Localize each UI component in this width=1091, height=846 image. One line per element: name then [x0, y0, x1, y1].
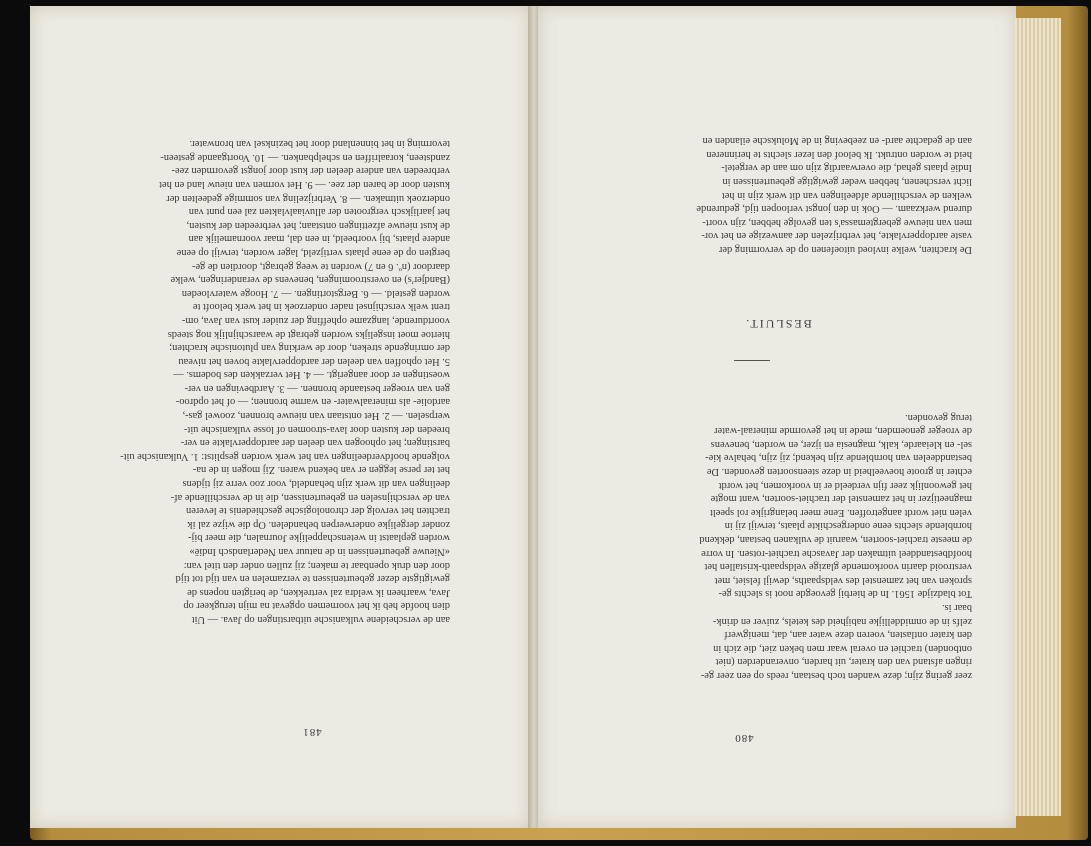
text-line: den krater ontlasten, voeren deze water aan, dat, menigwerf: [724, 629, 972, 641]
text-line: durend werkzaam. — Ook in den jongst verloopen tijd, gedurende: [696, 203, 972, 215]
text-line: deelingen van dit werk zijn behandeld, voor zoo verre zij tijdens: [182, 478, 450, 490]
text-line: gewigtigste dezer gebeurtenissen te verzamelen en van tijd tot tijd: [175, 573, 450, 585]
text-line: zandsteen, koraalriffen en schelpbanken. — 10. Voortgaande gesteen-: [160, 151, 450, 163]
text-line: worden gesteld. — 6. Bergstortingen. — 7. Hooge watervloeden: [181, 287, 450, 299]
text-line: zeer gering zijn; deze wanden toch bestaan, reeds op een zeer ge-: [700, 670, 972, 681]
text-line: licht verschenen, hebben weder gewigtige gebeurtenissen in: [722, 176, 972, 188]
text-line: breeden der kusten door lava-stroomen of losse vulkanische uit-: [183, 423, 450, 435]
right-page-number: 480: [734, 732, 754, 744]
text-line: aan de verscheidene vulkanische uitbarstingen op Java. — Uit: [191, 614, 450, 625]
text-line: vaste aardoppervlakte, het verbrijzelen der aanwezige en het vor-: [701, 230, 972, 242]
left-page-number: 481: [302, 726, 322, 738]
text-line: volgende hoofdverdeelingen van het werk worden gesplitst: 1. Vulkanische uit-: [120, 450, 450, 462]
text-line: bestanddeelen van hornblende zijn bekend; zij zijn, behalve kie-: [705, 452, 972, 464]
text-line: zonder dergelijke onderwerpen behandelen. Op die wijze zal ik: [187, 518, 450, 530]
text-line: hornblende slechts eene ondergeschikte plaats, terwijl zij in: [724, 520, 972, 532]
text-line: ontbonden) trachiet en overal waar men beken ziet, die zich in: [713, 642, 972, 654]
text-line: 5. Het ophoffen van deelen der aardoppervlakte boven het niveau: [178, 355, 450, 367]
text-line: andere plaats, bij voorbeeld, in een dal, maar voornamelijk aan: [188, 233, 450, 245]
text-line: worden geplaatst in wetenschappelijke Journalen, die meer bij-: [188, 532, 450, 544]
text-line: van de verschijnselen en gebeurtenissen, die in de verschillende af-: [170, 491, 450, 503]
text-line: barstingen; het ophoogen van deelen der aardoppervlakte en ver-: [180, 437, 450, 449]
text-line: sel- en kleiaarde, kalk, magnesia en ijzer, en worden, benevens: [710, 438, 972, 450]
text-line: Indië plaats gehad, die overwaardig zijn om aan de vergetel-: [721, 162, 972, 174]
text-line: trent welk verschijnsel nader onderzoek in het werk belooft te: [192, 301, 450, 313]
text-line: kusten door de baren der zee. — 9. Het vormen van nieuw land en het: [159, 179, 450, 190]
right-page-upper-text: [592, 406, 972, 682]
text-line: dien hoofde heb ik het voornemen opgevat na mijn terugkeer op: [183, 600, 450, 612]
text-line: zelfs in de onmiddellijke nabijheid des ketels, zuiver en drink-: [712, 615, 972, 627]
right-page: [538, 6, 1016, 828]
text-line: hoofdbestanddeel uitmaken der Javasche trachiet-rotsen. In vorre: [701, 547, 972, 559]
text-line: de vroeger genoemden, mede in het gevormde mineraal-water: [714, 425, 972, 437]
text-line: de meeste trachiet-soorten, waaruit de vulkanen bestaan, dekkend: [699, 534, 972, 546]
text-line: daardoor (nº. 6 en 7) worden te weeg gebragt, doordien de ge-: [192, 260, 450, 272]
text-line: gen van vroeger bestaande bronnen. — 3. Aardbevingen en ver-: [184, 382, 450, 394]
text-line: het gewoonlijk zeer fijn verdeeld er in voorkomen, het wordt: [718, 479, 972, 491]
heading-rule: [734, 360, 770, 361]
text-line: de kust nieuwe afzettingen ontstaan; het verbreeden der kusten,: [186, 219, 450, 231]
section-heading: BESLUIT.: [744, 317, 812, 331]
text-line: woestingen er door aangerigt. — 4. Het verzakken des bodems. —: [173, 369, 450, 381]
text-line: velen niet wordt aangetroffen. Eene meer belangrijke rol speelt: [709, 506, 972, 518]
right-page-closing-text: [592, 132, 972, 256]
text-line: onderzoek uitmaken. — 8. Verbrijzeling van sommige gedeelten der: [166, 192, 450, 204]
text-line: sproken van het zamenstel des veldspaaths, dewijl felsiet, met: [714, 574, 972, 586]
text-line: hiertoe moet insgelijks worden gebragt de waarschijnlijk nog steeds: [167, 328, 450, 340]
text-line: voortdurende, langzame opheffing der zuider kust van Java, om-: [181, 314, 450, 326]
text-line: bergten op de eene plaats vertijzeld, lager worden, terwijl op eene: [176, 246, 450, 258]
text-line: ringen afstand van den krater, uit harden, onveranderden (niet: [715, 656, 972, 668]
left-page-text: [78, 130, 450, 626]
text-line: aardolie- als mineraalwater- en warme bronnen; — of het opdroo-: [175, 396, 450, 408]
text-line: door den druk openbaar te maken; zij zullen onder den titel van:: [183, 559, 450, 571]
text-line: Tot bladzijde 1561. In de hierbij gevoegde noot is slechts ge-: [718, 588, 972, 600]
text-line: het jaarlijksch vergrooten der alluviaalvlakten zal een punt van: [188, 206, 450, 218]
text-line: men van nieuwe gebergtemassa's ten gevolge hebben, zijn voort-: [702, 216, 972, 228]
left-page: [30, 6, 531, 828]
text-line: «Nieuwe gebeurtenissen in de natuur van Nederlandsch Indië»: [189, 546, 450, 558]
text-line: verstrooid daarin voorkomende glazige veldspaath-kristallen het: [704, 561, 972, 573]
text-line: verbreeden van andere deelen der kust door jongst gevormden zee-: [171, 165, 450, 177]
text-line: aan de gedachte aard- en zeebeving in de Moluksche eilanden en: [702, 135, 972, 147]
text-line: tevorming in het binnenland door het bezinksel van bronwater.: [189, 138, 450, 150]
text-line: trachten het vervolg der chronologische geschiedenis te leveren: [186, 505, 450, 517]
page-edges: [1015, 18, 1061, 816]
text-line: De krachten, welke invloed uitoefenen op de vervorming der: [718, 244, 972, 255]
text-line: (Bandjer's) en overstroomingen, benevens de veranderingen, welke: [170, 274, 450, 286]
text-line: het ter perse leggen er van bekend waren. Zij mogen in de na-: [192, 464, 450, 476]
text-line: werpselen. — 2. Het ontstaan van nieuwe bronnen, zoowel gas-,: [182, 410, 450, 422]
text-line: echter in groote hoeveelheid in deze steensoorten gevonden. De: [706, 466, 972, 478]
text-line: terug gevonden.: [905, 411, 972, 423]
text-line: heid te worden ontrukt. Ik beloof den lezer slechts te herinneren: [706, 148, 972, 160]
text-line: der omringende streken, door de werking van plutonische krachten;: [169, 342, 450, 354]
text-line: Java, waarheen ik weldra zal vertrekken, de berigten nopens de: [187, 586, 450, 598]
text-line: welken de verschillende afdeelingen van dit werk zijn in het: [721, 189, 972, 201]
text-line: magneetijzer in het zamenstel der trachiet-soorten, want mogte: [710, 493, 972, 505]
text-line: baar is.: [941, 602, 972, 614]
